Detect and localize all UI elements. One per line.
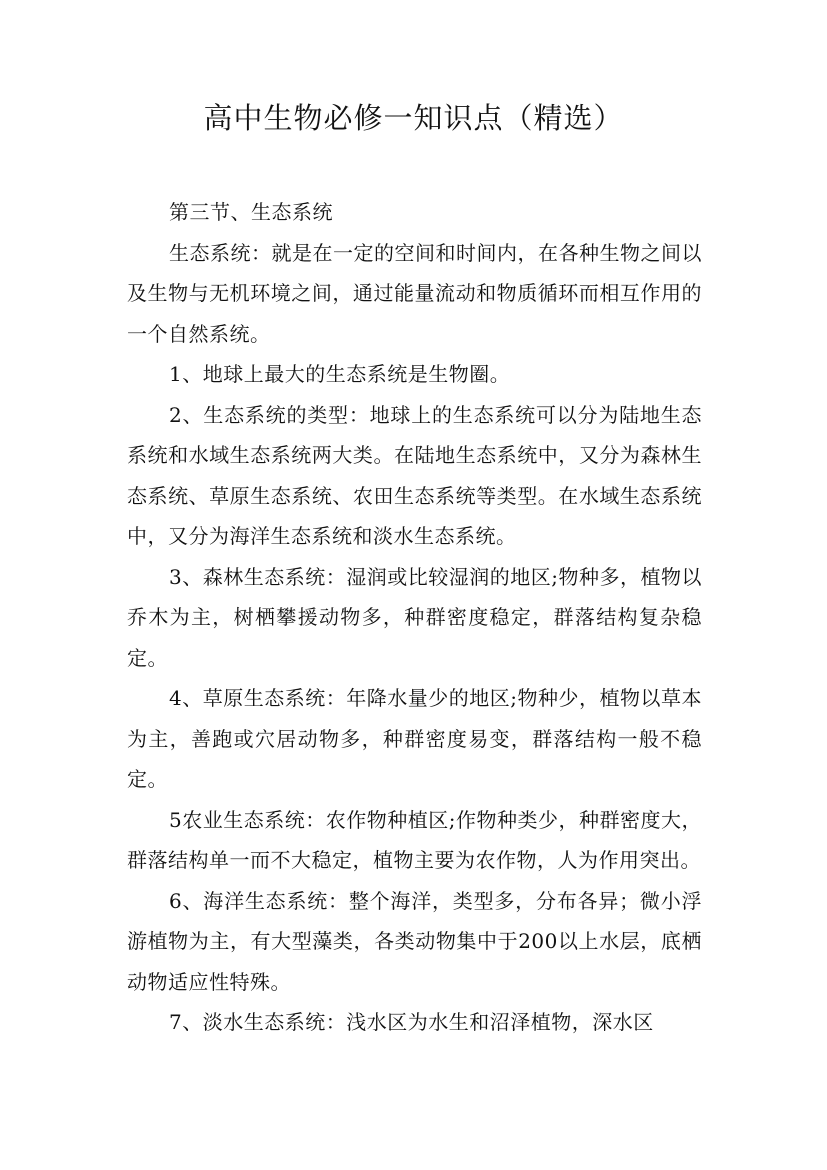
document-body (127, 192, 702, 1043)
paragraph-item-4: 4、草原生态系统：年降水量少的地区;物种少，植物以草本为主，善跑或穴居动物多，种群密度易变，群落结构一般不稳定。 (127, 686, 702, 791)
paragraph-definition: 生态系统：就是在一定的空间和时间内，在各种生物之间以及生物与无机环境之间，通过能量流动和物质循环而相互作用的一个自然系统。 (127, 240, 702, 346)
paragraph-item-5: 5农业生态系统：农作物种植区;作物种类少，种群密度大，群落结构单一而不大稳定，植物主要为农作物，人为作用突出。 (127, 807, 702, 872)
page-title: 高中生物必修一知识点（精选） (203, 101, 624, 135)
paragraph-item-1: 1、地球上最大的生态系统是生物圈。 (169, 362, 511, 386)
paragraph-item-7: 7、淡水生态系统：浅水区为水生和沼泽植物，深水区 (169, 1010, 654, 1034)
paragraph-item-6: 6、海洋生态系统：整个海洋，类型多，分布各异；微小浮游植物为主，有大型藻类，各类动物集中于200以上水层，底栖动物适应性特殊。 (127, 888, 702, 994)
paragraph-item-2: 2、生态系统的类型：地球上的生态系统可以分为陆地生态系统和水域生态系统两大类。在陆地生态系统中，又分为森林生态系统、草原生态系统、农田生态系统等类型。在水域生态系统中，又分为海洋生态系统和淡水生态系统。 (127, 402, 702, 548)
section-heading: 第三节、生态系统 (169, 200, 333, 224)
paragraph-item-3: 3、森林生态系统：湿润或比较湿润的地区;物种多，植物以乔木为主，树栖攀援动物多，种群密度稳定，群落结构复杂稳定。 (127, 564, 702, 670)
